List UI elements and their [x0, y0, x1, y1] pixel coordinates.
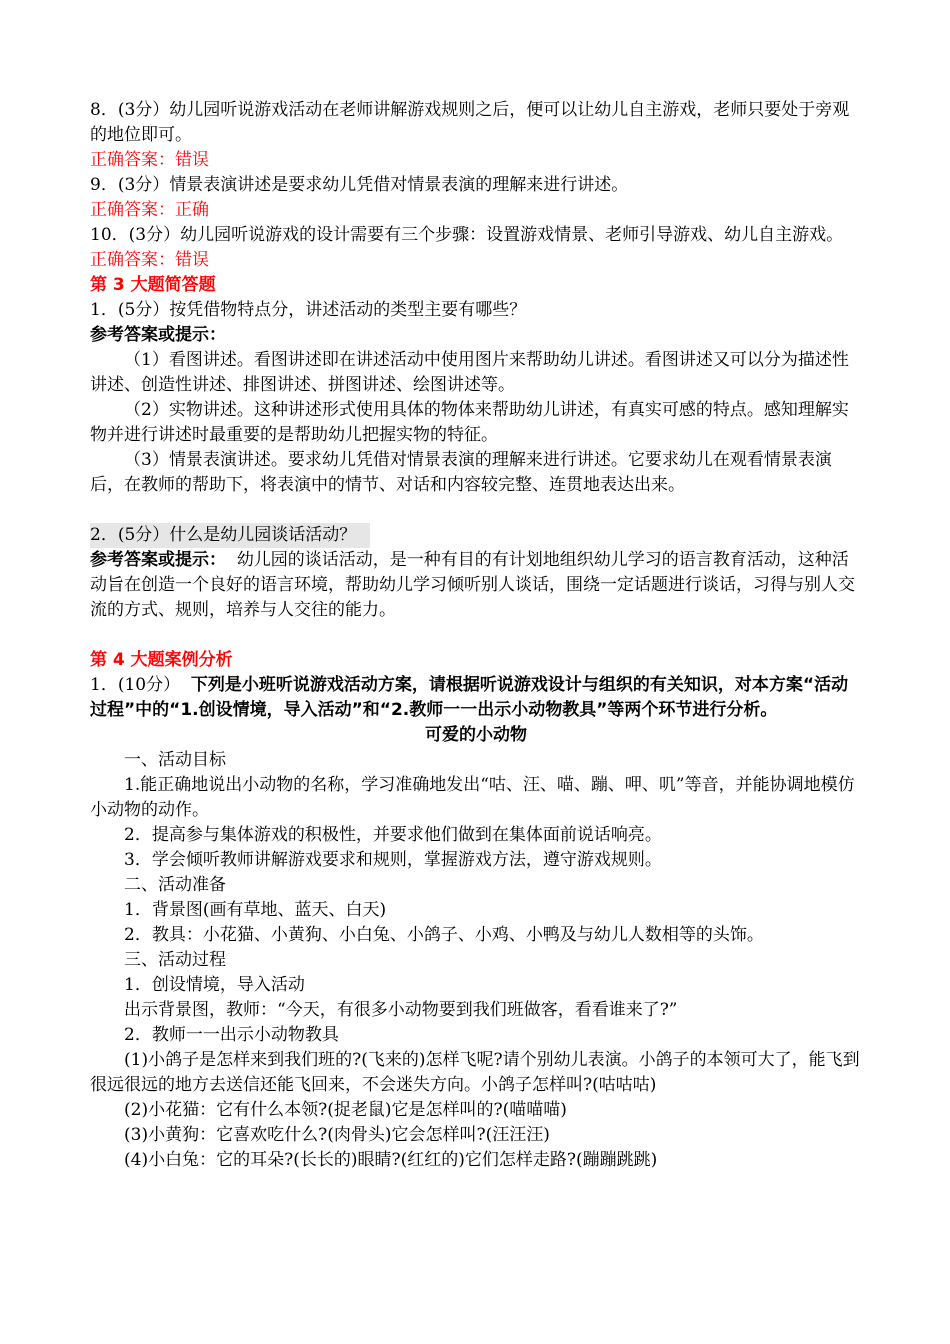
case-line: 1．创设情境，导入活动	[124, 975, 305, 995]
question-8: 8．(3分）幼儿园听说游戏活动在老师讲解游戏规则之后，便可以让幼儿自主游戏，老师只要处于旁观的地位即可。	[90, 100, 850, 145]
section-3-question-1: 1．(5分）按凭借物特点分，讲述活动的类型主要有哪些？	[90, 300, 527, 320]
case-line: 2．教具：小花猫、小黄狗、小白兔、小鸽子、小鸡、小鸭及与幼儿人数相等的头饰。	[124, 925, 764, 945]
case-line: 1.能正确地说出小动物的名称，学习准确地发出“咕、汪、喵、蹦、呷、叽”等音，并能协调地模仿小动物的动作。	[90, 775, 855, 820]
case-line: 二、活动准备	[124, 875, 226, 895]
case-line: (2)小花猫：它有什么本领?(捉老鼠)它是怎样叫的?(喵喵喵)	[124, 1100, 567, 1120]
case-title: 可爱的小动物	[425, 725, 527, 745]
section-3-question-2: 2．(5分）什么是幼儿园谈话活动？	[90, 523, 370, 548]
case-line: (4)小白兔：它的耳朵?(长长的)眼睛?(红红的)它们怎样走路?(蹦蹦跳跳)	[124, 1150, 658, 1170]
answer-10: 正确答案：错误	[90, 250, 209, 270]
section-4-title: 第 4 大题案例分析	[90, 650, 233, 670]
section-4-question-1-text: 下列是小班听说游戏活动方案，请根据听说游戏设计与组织的有关知识，对本方案“活动过程”中的“1.创设情境，导入活动”和“2.教师一一出示小动物教具”等两个环节进行分析。	[90, 675, 849, 720]
section-4-question-1	[90, 673, 862, 723]
case-line: 出示背景图，教师：“今天，有很多小动物要到我们班做客，看看谁来了?”	[124, 1000, 678, 1020]
question-10: 10．(3分）幼儿园听说游戏的设计需要有三个步骤：设置游戏情景、老师引导游戏、幼儿自主游戏。	[90, 225, 844, 245]
case-line: 2．教师一一出示小动物教具	[124, 1025, 339, 1045]
question-9: 9．(3分）情景表演讲述是要求幼儿凭借对情景表演的理解来进行讲述。	[90, 175, 629, 195]
case-line: (1)小鸽子是怎样来到我们班的?(飞来的)怎样飞呢?请个别幼儿表演。小鸽子的本领可大了，能飞到很远很远的地方去送信还能飞回来，不会迷失方向。小鸽子怎样叫?(咕咕咕)	[90, 1050, 860, 1095]
case-line: 三、活动过程	[124, 950, 226, 970]
answer-paragraph-2: （2）实物讲述。这种讲述形式使用具体的物体来帮助幼儿讲述，有真实可感的特点。感知理解实物并进行讲述时最重要的是帮助幼儿把握实物的特征。	[90, 400, 849, 445]
case-line: (3)小黄狗：它喜欢吃什么?(肉骨头)它会怎样叫?(汪汪汪)	[124, 1125, 550, 1145]
section-3-title: 第 3 大题简答题	[90, 275, 216, 295]
case-line: 2．提高参与集体游戏的积极性，并要求他们做到在集体面前说话响亮。	[124, 825, 662, 845]
section-4-question-1-prefix: 1．(10分）	[90, 675, 181, 695]
case-body	[90, 748, 862, 1173]
case-line: 3．学会倾听教师讲解游戏要求和规则，掌握游戏方法，遵守游戏规则。	[124, 850, 662, 870]
document-page	[90, 98, 862, 1173]
reference-label-1: 参考答案或提示：	[90, 325, 226, 345]
reference-answer-2-text: 幼儿园的谈话活动，是一种有目的有计划地组织幼儿学习的语言教育活动，这种活动旨在创造一个良好的语言环境，帮助幼儿学习倾听别人谈话，围绕一定话题进行谈话，习得与别人交流的方式、规则，培养与人交往的能力。	[90, 550, 855, 620]
answer-paragraph-3: （3）情景表演讲述。要求幼儿凭借对情景表演的理解来进行讲述。它要求幼儿在观看情景表演后，在教师的帮助下，将表演中的情节、对话和内容较完整、连贯地表达出来。	[90, 450, 832, 495]
answer-paragraph-1: （1）看图讲述。看图讲述即在讲述活动中使用图片来帮助幼儿讲述。看图讲述又可以分为描述性讲述、创造性讲述、排图讲述、拼图讲述、绘图讲述等。	[90, 350, 849, 395]
answer-9: 正确答案：正确	[90, 200, 209, 220]
answer-8: 正确答案：错误	[90, 150, 209, 170]
case-line: 1．背景图(画有草地、蓝天、白天)	[124, 900, 387, 920]
case-line: 一、活动目标	[124, 750, 226, 770]
reference-answer-2	[90, 548, 862, 623]
reference-label-2: 参考答案或提示：	[90, 550, 226, 570]
